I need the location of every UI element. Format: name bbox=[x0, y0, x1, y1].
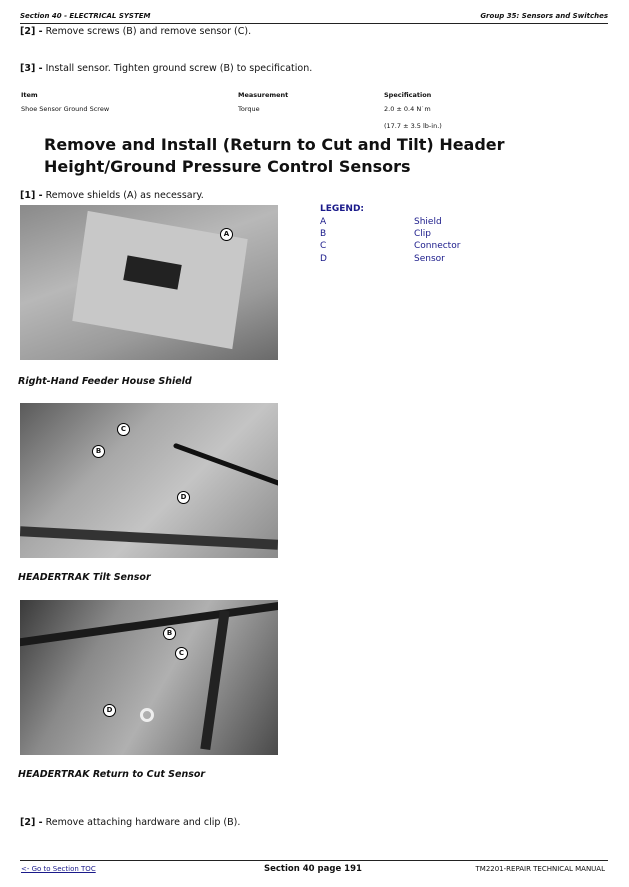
step-number: [3] - bbox=[20, 63, 43, 74]
footer-divider bbox=[20, 860, 608, 861]
step-number: [2] - bbox=[20, 26, 43, 37]
figure-caption: HEADERTRAK Tilt Sensor bbox=[18, 572, 151, 583]
step-1-remove-shields bbox=[20, 190, 204, 201]
return-to-cut-sensor-photo bbox=[20, 600, 278, 755]
callout-d: D bbox=[103, 704, 116, 717]
callout-d: D bbox=[177, 491, 190, 504]
step-2-remove-hardware bbox=[20, 817, 240, 828]
legend-key-b: B bbox=[320, 229, 327, 239]
feeder-house-shield-photo bbox=[20, 205, 278, 360]
step-text: Install sensor. Tighten ground screw (B) to specification. bbox=[45, 63, 313, 74]
tilt-sensor-photo bbox=[20, 403, 278, 558]
figure-caption: Right-Hand Feeder House Shield bbox=[18, 376, 192, 387]
legend-label-a: Shield bbox=[414, 217, 442, 227]
col-measurement: Measurement bbox=[238, 91, 289, 99]
legend-label-d: Sensor bbox=[414, 254, 445, 264]
legend-key-c: C bbox=[320, 241, 327, 251]
callout-b: B bbox=[163, 627, 176, 640]
cell-item: Shoe Sensor Ground Screw bbox=[21, 105, 110, 113]
step-2-remove-screws bbox=[20, 26, 251, 37]
step-text: Remove shields (A) as necessary. bbox=[45, 190, 204, 201]
legend-title: LEGEND: bbox=[320, 204, 365, 214]
cell-measurement: Torque bbox=[238, 105, 260, 113]
step-3-install-sensor bbox=[20, 63, 312, 74]
figure-caption: HEADERTRAK Return to Cut Sensor bbox=[18, 769, 206, 780]
header-section: Section 40 - ELECTRICAL SYSTEM bbox=[20, 12, 151, 20]
callout-b: B bbox=[92, 445, 105, 458]
callout-c: C bbox=[117, 423, 130, 436]
header-group: Group 35: Sensors and Switches bbox=[480, 12, 608, 20]
legend-label-c: Connector bbox=[414, 241, 461, 251]
manual-title: TM2201-REPAIR TECHNICAL MANUAL bbox=[475, 865, 605, 873]
go-to-section-toc-link[interactable]: <- Go to Section TOC bbox=[21, 865, 96, 873]
step-text: Remove screws (B) and remove sensor (C). bbox=[45, 26, 252, 37]
cell-spec-imperial: (17.7 ± 3.5 lb-in.) bbox=[384, 122, 442, 130]
callout-a: A bbox=[220, 228, 233, 241]
cell-spec: 2.0 ± 0.4 N˙m bbox=[384, 105, 431, 113]
step-number: [1] - bbox=[20, 190, 43, 201]
legend-label-b: Clip bbox=[414, 229, 431, 239]
step-text: Remove attaching hardware and clip (B). bbox=[45, 817, 241, 828]
page-number: Section 40 page 191 bbox=[264, 864, 362, 874]
legend-key-a: A bbox=[320, 217, 327, 227]
col-item: Item bbox=[21, 91, 38, 99]
header-divider bbox=[20, 23, 608, 24]
step-number: [2] - bbox=[20, 817, 43, 828]
callout-c: C bbox=[175, 647, 188, 660]
col-specification: Specification bbox=[384, 91, 432, 99]
page-title: Remove and Install (Return to Cut and Tilt) Header Height/Ground Pressure Control Sensors bbox=[44, 135, 505, 176]
legend-key-d: D bbox=[320, 254, 327, 264]
